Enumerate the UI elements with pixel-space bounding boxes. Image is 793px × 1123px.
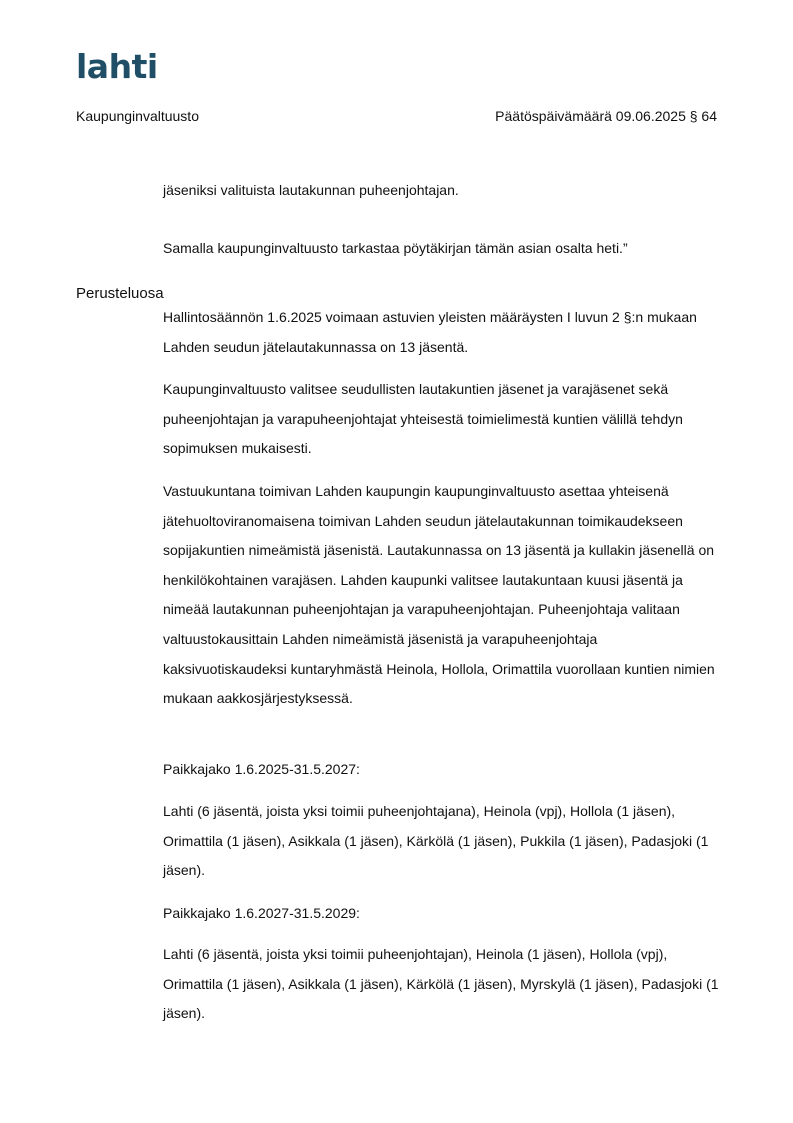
header-decision-reference: Päätöspäivämäärä 09.06.2025 § 64 xyxy=(495,108,717,124)
section-text: Paikkajako 1.6.2025-31.5.2027: xyxy=(163,761,360,777)
section-heading-perusteluosa: Perusteluosa xyxy=(76,285,164,302)
section-paragraph-7 xyxy=(163,940,723,1029)
section-paragraph-5 xyxy=(163,797,723,886)
intro-paragraph-2 xyxy=(163,234,723,264)
intro-paragraph-1 xyxy=(163,176,723,206)
lahti-logo-mark xyxy=(76,44,168,84)
section-text: Hallintosäännön 1.6.2025 voimaan astuvien yleisten määräysten I luvun 2 §:n mukaan Lahden seudun jätelautakunnassa on 13 jäsentä. xyxy=(163,309,697,355)
section-paragraph-4 xyxy=(163,755,723,785)
lahti-logo-wordmark: lahti xyxy=(76,47,158,84)
intro-text-1: jäseniksi valituista lautakunnan puheenjohtajan. xyxy=(163,182,459,198)
section-paragraph-2 xyxy=(163,375,723,464)
intro-text-2: Samalla kaupunginvaltuusto tarkastaa pöytäkirjan tämän asian osalta heti.” xyxy=(163,240,628,256)
section-text: Paikkajako 1.6.2027-31.5.2029: xyxy=(163,905,360,921)
header-organ: Kaupunginvaltuusto xyxy=(76,108,199,124)
section-text: Lahti (6 jäsentä, joista yksi toimii puheenjohtajana), Heinola (vpj), Hollola (1 jäsen), Orimattila (1 jäsen), Asikkala (1 jäsen), Kärkölä (1 jäsen), Pukkila (1 jäsen), Padasjoki (1 jäsen). xyxy=(163,803,709,879)
section-text: Lahti (6 jäsentä, joista yksi toimii puheenjohtajan), Heinola (1 jäsen), Hollola (vpj), Orimattila (1 jäsen), Asikkala (1 jäsen), Kärkölä (1 jäsen), Myrskylä (1 jäsen), Padasjoki (1 jäsen). xyxy=(163,946,719,1022)
section-text: Vastuukuntana toimivan Lahden kaupungin kaupunginvaltuusto asettaa yhteisenä jätehuoltoviranomaisena toimivan Lahden seudun jätelautakunnan toimikaudekseen sopijakuntien nimeämistä jäsenistä. Lautakunnassa on 13 jäsentä ja kullakin jäsenellä on henkilökohtainen varajäsen. Lahden kaupunki valitsee lautakuntaan kuusi jäsentä ja nimeää lautakunnan puheenjohtajan ja varapuheenjohtajan. Puheenjohtaja valitaan valtuustokausittain Lahden nimeämistä jäsenistä ja varapuheenjohtaja kaksivuotiskaudeksi kuntaryhmästä Heinola, Hollola, Orimattila vuorollaan kuntien nimien mukaan aakkosjärjestyksessä. xyxy=(163,483,715,707)
section-text: Kaupunginvaltuusto valitsee seudullisten lautakuntien jäsenet ja varajäsenet sekä puheenjohtajan ja varapuheenjohtajat yhteisestä toimielimestä kuntien välillä tehdyn sopimuksen mukaisesti. xyxy=(163,381,683,457)
section-paragraph-3 xyxy=(163,477,723,714)
lahti-logo xyxy=(76,44,168,84)
section-paragraph-6 xyxy=(163,899,723,929)
section-paragraph-1 xyxy=(163,303,723,362)
